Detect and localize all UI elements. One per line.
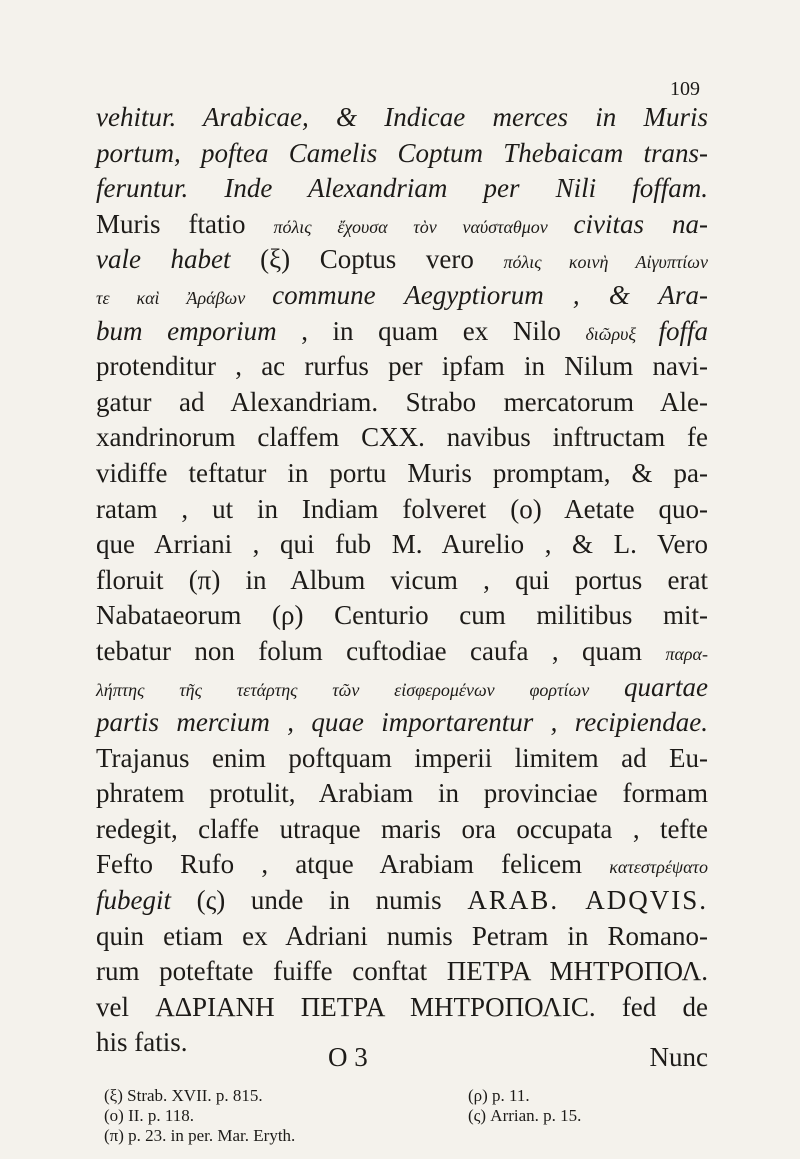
text-span: ARAB. ADQVIS. (467, 885, 708, 916)
text-line (96, 883, 708, 919)
text-line (96, 207, 708, 243)
text-span: (ς) unde in numis (196, 885, 468, 916)
text-line (96, 954, 708, 990)
text-line (96, 598, 708, 634)
text-line (96, 385, 708, 421)
text-line (96, 278, 708, 314)
signature-row (96, 1042, 708, 1074)
text-line (96, 705, 708, 741)
text-line (96, 100, 708, 136)
text-span: διῶρυξ (585, 323, 659, 344)
text-span: foffa (658, 315, 708, 346)
text-span: Muris ftatio (96, 208, 274, 239)
text-span: πόλις κοινὴ Αἰγυπτίων (503, 252, 708, 273)
text-span: redegit, claffe utraque maris ora occupata , tefte (96, 813, 708, 844)
text-span: gatur ad Alexandriam. Strabo mercatorum Ale- (96, 386, 708, 417)
text-line (96, 847, 708, 883)
footnote: (ο) II. p. 118. (104, 1106, 195, 1125)
text-span: vale habet (96, 244, 261, 275)
footnotes-left-column (104, 1086, 295, 1146)
text-span: fubegit (96, 885, 197, 916)
text-line (96, 812, 708, 848)
text-span: quartae (624, 671, 708, 702)
footnote: (ς) Arrian. p. 15. (468, 1106, 582, 1125)
text-line (96, 563, 708, 599)
text-line (96, 136, 708, 172)
text-span: partis mercium , quae importarentur , recipiendae. (96, 707, 708, 738)
text-span: Trajanus enim poftquam imperii limitem ad Eu- (96, 742, 708, 773)
text-span: κατεστρέψατο (609, 857, 708, 878)
text-span: Nabataeorum (ρ) Centurio cum militibus mit- (96, 600, 708, 631)
text-span: Fefto Rufo , atque Arabiam felicem (96, 849, 610, 880)
text-span: bum emporium (96, 315, 302, 346)
text-span: , in quam ex Nilo (301, 315, 586, 346)
text-span: floruit (π) in Album vicum , qui portus erat (96, 564, 708, 595)
text-span: protenditur , ac rurfus per ipfam in Nilum navi- (96, 351, 708, 382)
text-line (96, 456, 708, 492)
text-span: πόλις ἔχουσα τὸν ναύσταθμον (273, 216, 574, 237)
text-line (96, 420, 708, 456)
text-line (96, 634, 708, 670)
text-line (96, 776, 708, 812)
text-span: (ξ) Coptus vero (260, 244, 504, 275)
footnotes-right-column (468, 1086, 581, 1126)
catchword: Nunc (649, 1042, 708, 1072)
footnote: (π) p. 23. in per. Mar. Eryth. (104, 1126, 296, 1145)
footnote: (ξ) Strab. XVII. p. 815. (104, 1086, 263, 1105)
main-text (96, 100, 708, 1061)
text-span: his fatis. (96, 1027, 188, 1058)
page-number: 109 (670, 78, 700, 100)
text-line (96, 990, 708, 1026)
text-line (96, 349, 708, 385)
text-span: civitas na- (573, 208, 708, 239)
text-span: rum poteftate fuiffe conftat ΠΕΤΡΑ ΜΗΤΡΟΠΟΛ. (96, 956, 708, 987)
text-span: τε καὶ Ἀράβων (96, 287, 273, 308)
text-span: vidiffe teftatur in portu Muris promptam, & pa- (96, 457, 708, 488)
footnote: (ρ) p. 11. (468, 1086, 530, 1105)
text-line (96, 670, 708, 706)
text-span: λήπτης τῆς τετάρτης τῶν εἰσφερομένων φορτίων (96, 679, 624, 700)
text-line (96, 242, 708, 278)
text-line (96, 919, 708, 955)
text-span: tebatur non folum cuftodiae caufa , quam (96, 635, 666, 666)
text-span: παρα- (665, 643, 708, 664)
text-line (96, 314, 708, 350)
text-span: commune Aegyptiorum , & Ara- (272, 279, 708, 310)
text-span: vehitur. Arabicae, & Indicae merces in Muris (96, 102, 708, 132)
text-span: portum, poftea Camelis Coptum Thebaicam trans- (96, 137, 708, 168)
text-line (96, 171, 708, 207)
text-line (96, 741, 708, 777)
text-span: ratam , ut in Indiam folveret (ο) Aetate quo- (96, 493, 708, 524)
text-span: que Arriani , qui fub M. Aurelio , & L. Vero (96, 529, 708, 560)
signature-mark: O 3 (328, 1042, 368, 1072)
text-span: quin etiam ex Adriani numis Petram in Romano- (96, 920, 708, 951)
text-span: vel ΑΔΡΙΑΝΗ ΠΕΤΡΑ ΜΗΤΡΟΠΟΛΙC. fed de (96, 991, 708, 1022)
text-line (96, 527, 708, 563)
text-line (96, 492, 708, 528)
text-span: xandrinorum claffem CXX. navibus inftructam fe (96, 422, 708, 453)
text-span: phratem protulit, Arabiam in provinciae formam (96, 778, 708, 809)
text-span: feruntur. Inde Alexandriam per Nili foffam. (96, 173, 708, 204)
